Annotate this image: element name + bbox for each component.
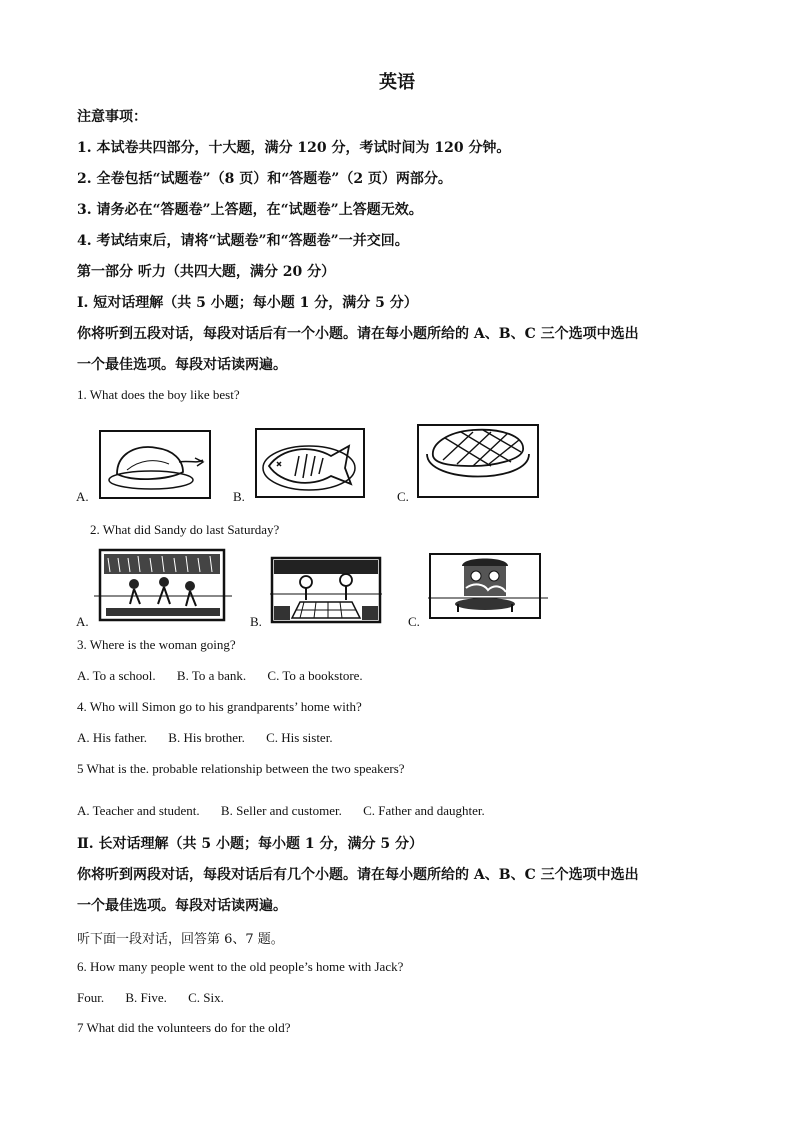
notice-1: 1. 本试卷共四部分，十大题，满分 120 分，考试时间为 120 分钟。: [77, 140, 511, 156]
q2-option-c-label: C.: [408, 614, 420, 629]
q4-option-b: B. His brother.: [168, 730, 245, 745]
roast-chicken-icon: [99, 430, 211, 499]
question-6: 6. How many people went to the old people’s home with Jack?: [77, 959, 404, 974]
kids-playing-chess-icon: [270, 556, 382, 626]
q3-option-c: C. To a bookstore.: [267, 668, 363, 683]
notice-4: 4. 考试结束后，请将“试题卷”和“答题卷”一并交回。: [77, 233, 409, 249]
q2-option-b-label: B.: [250, 614, 262, 629]
q3-options: [77, 668, 381, 684]
q1-option-c-label: C.: [397, 489, 409, 504]
q5-option-c: C. Father and daughter.: [363, 803, 485, 818]
q1-option-a-label: A.: [76, 489, 89, 504]
q3-option-b: B. To a bank.: [176, 668, 247, 683]
q3-option-a: A. To a school.: [77, 668, 156, 683]
question-5: 5 What is the. probable relationship between the two speakers?: [77, 761, 405, 776]
section1-instruction-1: 你将听到五段对话，每段对话后有一个小题。请在每小题所给的 A、B、C 三个选项中选出: [77, 326, 639, 342]
section2-heading: Ⅱ. 长对话理解（共 5 小题；每小题 1 分，满分 5 分）: [77, 836, 424, 852]
q6-option-b: B. Five.: [125, 990, 167, 1005]
part1-heading: 第一部分 听力（共四大题，满分 20 分）: [77, 264, 336, 280]
q4-option-c: C. His sister.: [266, 730, 333, 745]
q2-option-a-label: A.: [76, 614, 89, 629]
question-7: 7 What did the volunteers do for the old?: [77, 1020, 291, 1035]
section1-heading: Ⅰ. 短对话理解（共 5 小题；每小题 1 分，满分 5 分）: [77, 295, 418, 311]
listen-note: 听下面一段对话，回答第 6、7 题。: [77, 932, 284, 947]
question-3: 3. Where is the woman going?: [77, 637, 236, 652]
q5-options: [77, 803, 503, 819]
steak-icon: [417, 424, 539, 498]
q6-options: [77, 990, 242, 1006]
q6-option-a: Four.: [77, 990, 105, 1005]
page-title: 英语: [379, 72, 415, 93]
section2-instruction-2: 一个最佳选项。每段对话读两遍。: [77, 898, 287, 914]
q6-option-c: C. Six.: [188, 990, 224, 1005]
question-4: 4. Who will Simon go to his grandparents’ home with?: [77, 699, 362, 714]
question-1: 1. What does the boy like best?: [77, 387, 240, 402]
q4-option-a: A. His father.: [77, 730, 148, 745]
section1-instruction-2: 一个最佳选项。每段对话读两遍。: [77, 357, 287, 373]
notice-2: 2. 全卷包括“试题卷”（8 页）和“答题卷”（2 页）两部分。: [77, 171, 452, 187]
q5-option-b: B. Seller and customer.: [220, 803, 342, 818]
question-2: 2. What did Sandy do last Saturday?: [90, 522, 280, 537]
notice-3: 3. 请务必在“答题卷”上答题，在“试题卷”上答题无效。: [77, 202, 423, 218]
notice-header: 注意事项：: [77, 109, 147, 125]
q4-options: [77, 730, 351, 746]
fish-icon: [255, 428, 365, 498]
kids-on-carousel-icon: [428, 552, 548, 622]
kids-playing-in-rain-icon: [94, 548, 232, 626]
q5-option-a: A. Teacher and student.: [77, 803, 200, 818]
q1-option-b-label: B.: [233, 489, 245, 504]
section2-instruction-1: 你将听到两段对话，每段对话后有几个小题。请在每小题所给的 A、B、C 三个选项中选出: [77, 867, 639, 883]
